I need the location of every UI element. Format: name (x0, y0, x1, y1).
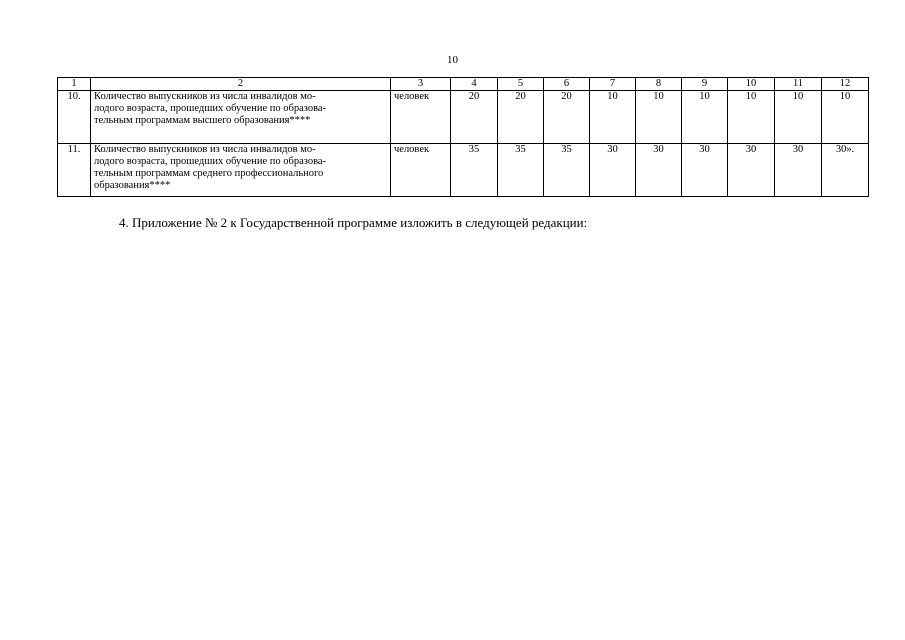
table-row (58, 144, 869, 197)
indicator-name-line: тельным программам высшего образования**** (94, 115, 311, 126)
value-cell: 20 (544, 91, 590, 144)
value-cell: 30 (775, 144, 822, 197)
header-cell: 12 (822, 78, 869, 91)
indicator-name-line: тельным программам среднего профессионального (94, 168, 324, 179)
header-cell: 2 (91, 78, 391, 91)
value-cell: 30 (590, 144, 636, 197)
value-cell: 20 (498, 91, 544, 144)
table-row (58, 91, 869, 144)
row-number: 11. (58, 144, 91, 197)
indicator-name-line: лодого возраста, прошедших обучение по образова- (94, 103, 327, 114)
value-cell: 20 (451, 91, 498, 144)
unit-cell: человек (391, 91, 451, 144)
value-cell: 10 (682, 91, 728, 144)
header-cell: 5 (498, 78, 544, 91)
body-paragraph: 4. Приложение № 2 к Государственной программе изложить в следующей редакции: (119, 215, 588, 230)
value-cell: 35 (498, 144, 544, 197)
header-cell: 9 (682, 78, 728, 91)
indicators-table (57, 77, 869, 197)
value-cell: 30 (728, 144, 775, 197)
header-cell: 4 (451, 78, 498, 91)
value-cell: 10 (636, 91, 682, 144)
indicator-name (91, 144, 391, 197)
indicator-name-line: Количество выпускников из числа инвалидов мо- (94, 144, 316, 155)
header-cell: 8 (636, 78, 682, 91)
table-header-row (58, 78, 869, 91)
indicator-name-line: лодого возраста, прошедших обучение по образова- (94, 156, 327, 167)
indicator-name-line: Количество выпускников из числа инвалидов мо- (94, 91, 316, 102)
page-number: 10 (447, 54, 458, 66)
value-cell: 35 (451, 144, 498, 197)
indicator-name-line: образования**** (94, 180, 171, 191)
value-cell: 30 (682, 144, 728, 197)
header-cell: 11 (775, 78, 822, 91)
header-cell: 7 (590, 78, 636, 91)
header-cell: 3 (391, 78, 451, 91)
value-cell: 10 (728, 91, 775, 144)
value-cell: 10 (590, 91, 636, 144)
value-cell: 30 (636, 144, 682, 197)
value-cell: 30». (822, 144, 869, 197)
row-number: 10. (58, 91, 91, 144)
value-cell: 10 (775, 91, 822, 144)
value-cell: 35 (544, 144, 590, 197)
value-cell: 10 (822, 91, 869, 144)
header-cell: 10 (728, 78, 775, 91)
unit-cell: человек (391, 144, 451, 197)
header-cell: 1 (58, 78, 91, 91)
header-cell: 6 (544, 78, 590, 91)
indicator-name (91, 91, 391, 144)
